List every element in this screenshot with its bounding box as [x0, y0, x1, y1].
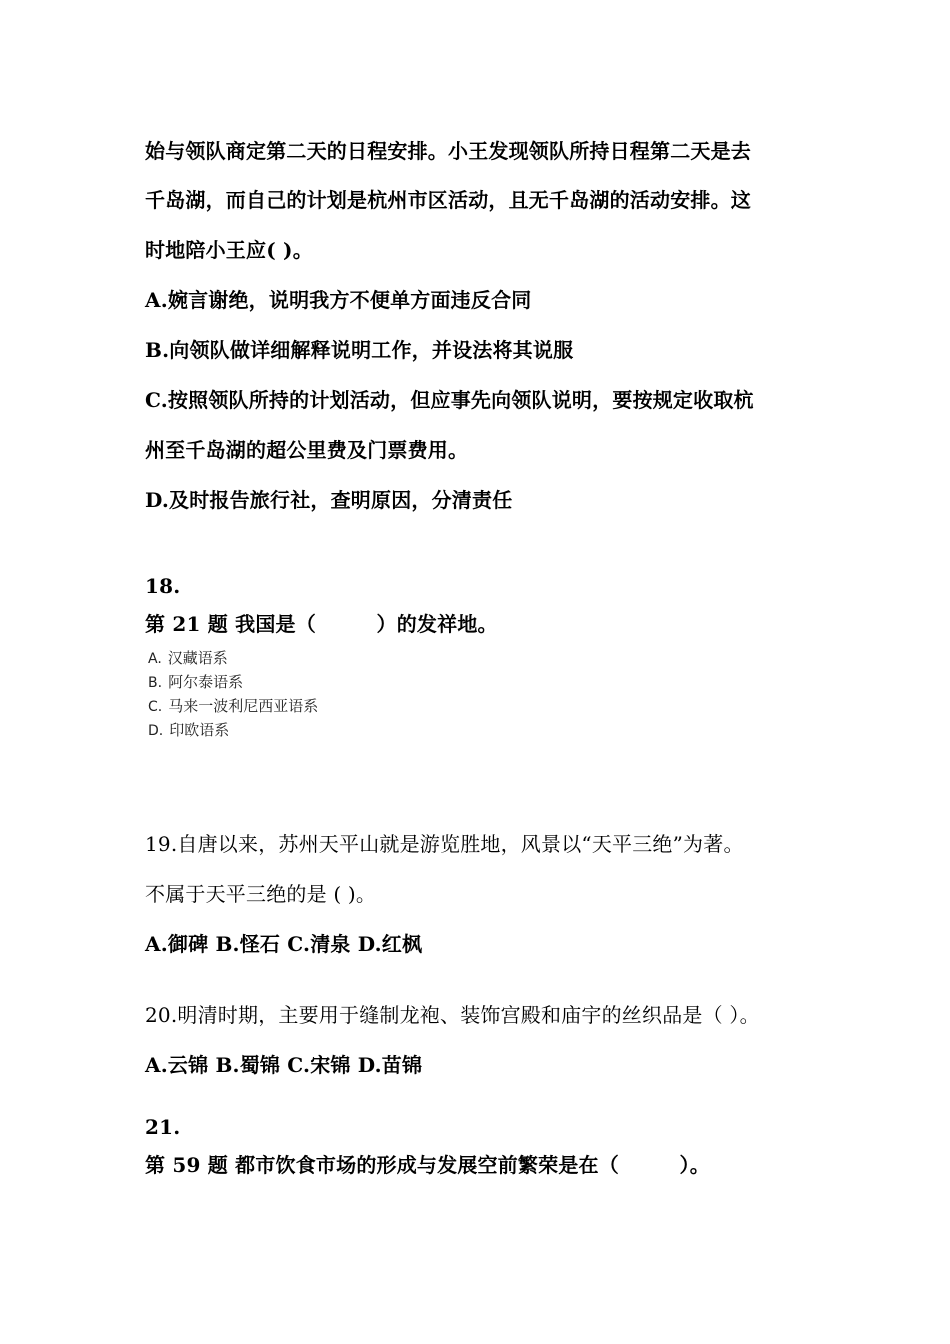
q17-stem-line-1: 始与领队商定第二天的日程安排。小王发现领队所持日程第二天是去 [145, 139, 751, 163]
q18-option-a [148, 647, 228, 670]
q17-option-b: B.向领队做详细解释说明工作，并设法将其说服 [145, 338, 574, 362]
q18-option-c-text: 马来一波利尼西亚语系 [168, 697, 319, 715]
q18-number: 18. [145, 574, 181, 598]
q18-option-c [148, 695, 318, 718]
q18-option-d-letter: D. [148, 723, 164, 739]
q17-option-c: C.按照领队所持的计划活动，但应事先向领队说明，要按规定收取杭 [145, 388, 754, 412]
q19-options: A.御碑 B.怪石 C.清泉 D.红枫 [145, 932, 423, 956]
q20-options: A.云锦 B.蜀锦 C.宋锦 D.苗锦 [145, 1053, 423, 1077]
q18-option-d [148, 719, 229, 742]
q20-line-1: 20.明清时期，主要用于缝制龙袍、装饰宫殿和庙宇的丝织品是（ ）。 [145, 1003, 760, 1027]
q18-option-a-letter: A. [148, 651, 162, 667]
q18-title: 第 21 题 我国是（ ）的发祥地。 [145, 612, 498, 636]
q17-stem-line-3: 时地陪小王应( )。 [145, 238, 313, 262]
q18-option-d-text: 印欧语系 [169, 721, 230, 739]
q17-option-c-cont: 州至千岛湖的超公里费及门票费用。 [145, 438, 469, 462]
q18-option-a-text: 汉藏语系 [167, 649, 228, 667]
q17-option-d: D.及时报告旅行社，查明原因，分清责任 [145, 488, 513, 512]
q18-option-c-letter: C. [148, 699, 163, 715]
q21-number: 21. [145, 1115, 181, 1139]
q17-option-a: A.婉言谢绝，说明我方不便单方面违反合同 [145, 288, 532, 312]
q21-title: 第 59 题 都市饮食市场的形成与发展空前繁荣是在（ ）。 [145, 1153, 710, 1177]
q19-line-2: 不属于天平三绝的是 ( )。 [145, 882, 377, 906]
q18-option-b [148, 671, 243, 694]
q17-stem-line-2: 千岛湖，而自己的计划是杭州市区活动，且无千岛湖的活动安排。这 [145, 188, 751, 212]
q18-option-b-letter: B. [148, 675, 163, 691]
q18-option-b-text: 阿尔泰语系 [168, 673, 244, 691]
q19-line-1: 19.自唐以来，苏州天平山就是游览胜地，风景以“天平三绝”为著。 [145, 832, 744, 856]
